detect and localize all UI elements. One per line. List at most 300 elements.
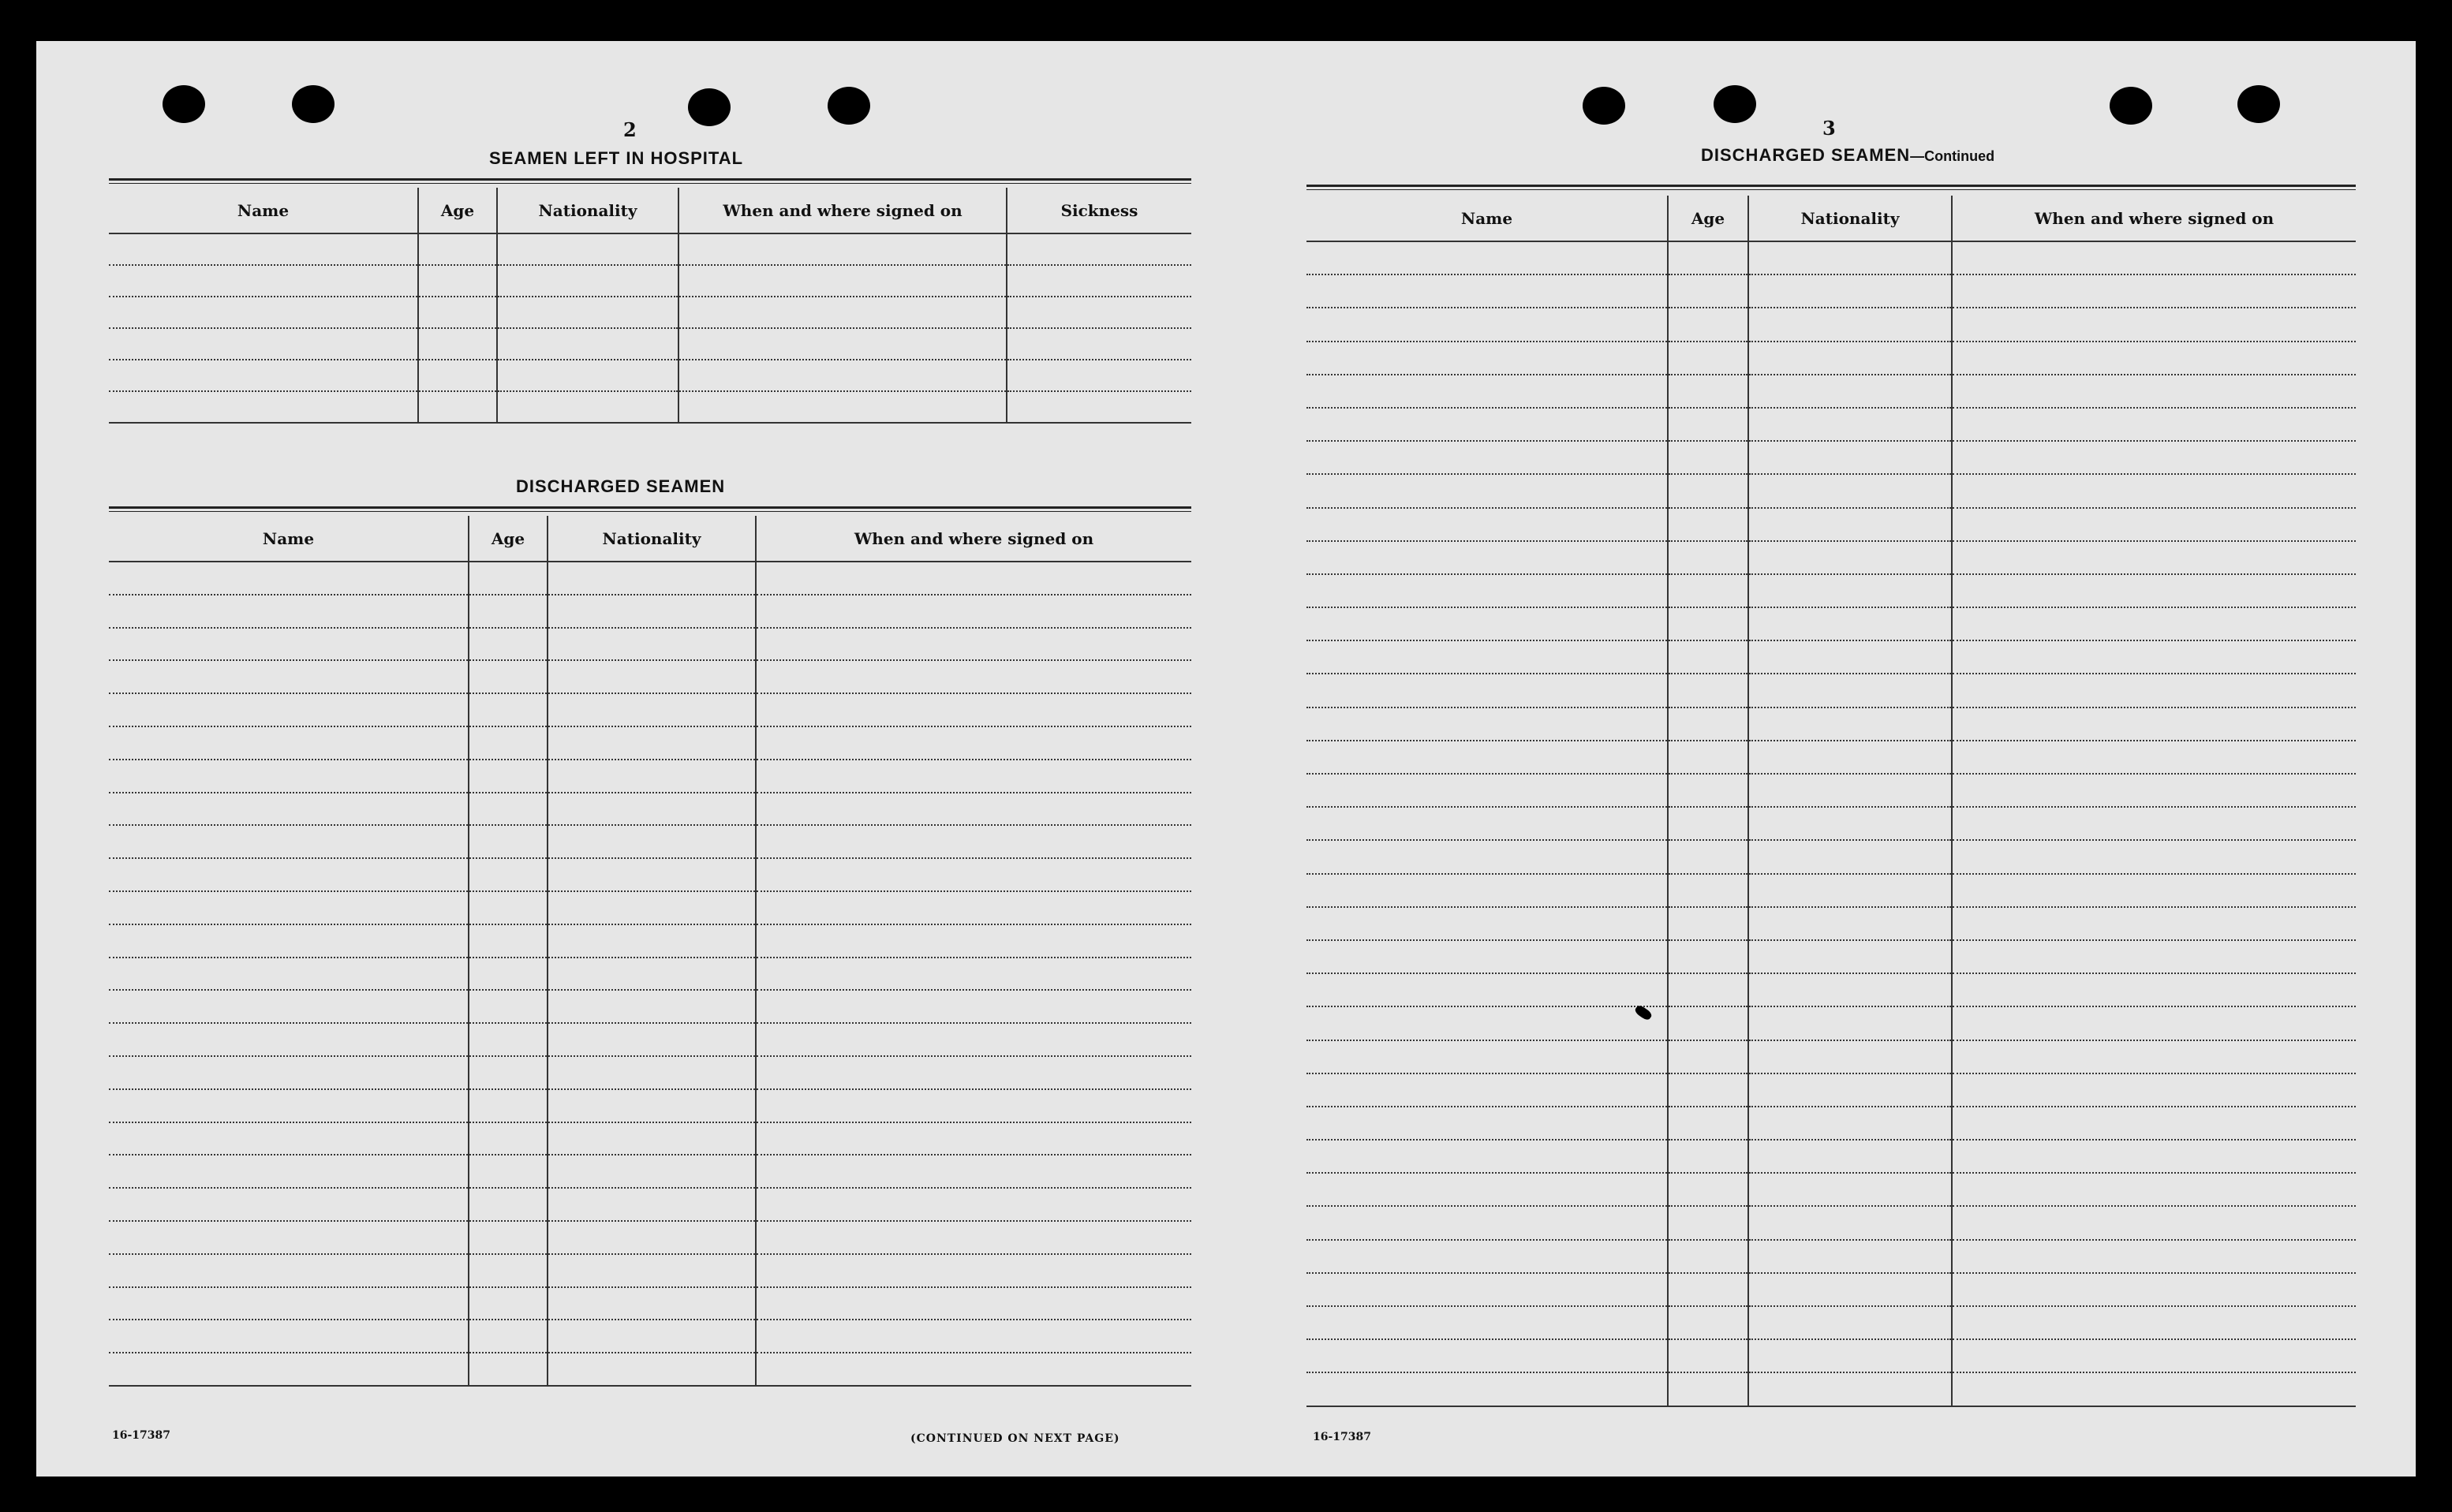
- section-rule: [109, 183, 1191, 184]
- blank-cell: [469, 1221, 548, 1254]
- blank-cell: [1748, 607, 1952, 640]
- blank-cell: [1952, 674, 2356, 707]
- column-header: Name: [1306, 196, 1668, 241]
- blank-cell: [1748, 1240, 1952, 1273]
- blank-cell: [109, 595, 469, 628]
- blank-cell: [418, 360, 497, 391]
- hospital-table: [109, 188, 1191, 424]
- blank-cell: [1668, 907, 1748, 940]
- table-row: [1306, 342, 2356, 375]
- blank-cell: [469, 1287, 548, 1320]
- blank-cell: [469, 1188, 548, 1221]
- blank-cell: [548, 858, 756, 891]
- table-row: [1306, 1073, 2356, 1107]
- blank-cell: [1952, 973, 2356, 1006]
- blank-cell: [548, 726, 756, 760]
- blank-cell: [1306, 741, 1668, 774]
- blank-cell: [1952, 441, 2356, 474]
- table-row: [1306, 807, 2356, 840]
- blank-cell: [1668, 1140, 1748, 1173]
- blank-cell: [1952, 840, 2356, 873]
- blank-cell: [109, 891, 469, 924]
- blank-cell: [1668, 973, 1748, 1006]
- blank-cell: [469, 562, 548, 595]
- blank-cell: [109, 1353, 469, 1386]
- blank-cell: [1748, 940, 1952, 973]
- blank-cell: [756, 1353, 1191, 1386]
- blank-cell: [548, 1089, 756, 1122]
- blank-cell: [1668, 408, 1748, 441]
- blank-cell: [1668, 375, 1748, 408]
- blank-cell: [1748, 1006, 1952, 1040]
- blank-cell: [1952, 1273, 2356, 1306]
- blank-cell: [1306, 1073, 1668, 1107]
- table-row: [1306, 1140, 2356, 1173]
- blank-cell: [1668, 607, 1748, 640]
- blank-cell: [109, 233, 418, 265]
- column-header: Name: [109, 516, 469, 562]
- blank-cell: [548, 595, 756, 628]
- blank-cell: [1007, 233, 1191, 265]
- blank-cell: [1306, 1206, 1668, 1239]
- blank-cell: [678, 360, 1007, 391]
- table-row: [109, 1089, 1191, 1122]
- blank-cell: [1952, 474, 2356, 507]
- table-row: [109, 297, 1191, 328]
- table-row: [1306, 674, 2356, 707]
- blank-cell: [756, 1188, 1191, 1221]
- blank-cell: [418, 297, 497, 328]
- blank-cell: [1306, 640, 1668, 674]
- blank-cell: [469, 693, 548, 726]
- blank-cell: [109, 628, 469, 661]
- blank-cell: [1952, 1140, 2356, 1173]
- blank-cell: [1748, 342, 1952, 375]
- section-rule: [109, 511, 1191, 512]
- blank-cell: [1668, 940, 1748, 973]
- blank-cell: [469, 990, 548, 1023]
- blank-cell: [1748, 973, 1952, 1006]
- blank-cell: [1748, 874, 1952, 907]
- blank-cell: [1748, 1372, 1952, 1406]
- blank-cell: [1668, 874, 1748, 907]
- section-rule: [1306, 189, 2356, 190]
- table-row: [109, 562, 1191, 595]
- blank-cell: [548, 1221, 756, 1254]
- blank-cell: [1306, 840, 1668, 873]
- blank-cell: [109, 924, 469, 958]
- blank-cell: [756, 660, 1191, 693]
- blank-cell: [1668, 508, 1748, 541]
- table-row: [109, 1254, 1191, 1287]
- blank-cell: [1952, 1240, 2356, 1273]
- table-row: [1306, 607, 2356, 640]
- blank-cell: [548, 1122, 756, 1155]
- blank-cell: [756, 1056, 1191, 1089]
- table-row: [109, 1023, 1191, 1056]
- blank-cell: [469, 825, 548, 858]
- blank-cell: [1748, 674, 1952, 707]
- document-sheet: [36, 41, 2416, 1477]
- blank-cell: [469, 1023, 548, 1056]
- blank-cell: [1748, 707, 1952, 741]
- blank-cell: [1306, 241, 1668, 274]
- blank-cell: [756, 760, 1191, 793]
- continued-table: [1306, 196, 2356, 1407]
- blank-cell: [756, 1221, 1191, 1254]
- blank-cell: [469, 760, 548, 793]
- blank-cell: [109, 760, 469, 793]
- blank-cell: [1952, 1073, 2356, 1107]
- blank-cell: [469, 1320, 548, 1353]
- blank-cell: [1748, 1107, 1952, 1140]
- blank-cell: [1952, 607, 2356, 640]
- blank-cell: [1748, 474, 1952, 507]
- blank-cell: [109, 958, 469, 991]
- blank-cell: [1306, 940, 1668, 973]
- blank-cell: [1306, 508, 1668, 541]
- table-row: [1306, 907, 2356, 940]
- blank-cell: [548, 825, 756, 858]
- blank-cell: [1306, 674, 1668, 707]
- form-number: 16-17387: [1313, 1431, 1371, 1443]
- right-page: [1220, 41, 2416, 1477]
- blank-cell: [1952, 1339, 2356, 1372]
- blank-cell: [756, 1254, 1191, 1287]
- table-row: [109, 391, 1191, 423]
- blank-cell: [1952, 774, 2356, 807]
- table-row: [1306, 707, 2356, 741]
- blank-cell: [109, 660, 469, 693]
- section-rule: [1306, 185, 2356, 187]
- blank-cell: [1306, 342, 1668, 375]
- table-row: [1306, 1006, 2356, 1040]
- blank-cell: [469, 891, 548, 924]
- blank-cell: [756, 1155, 1191, 1188]
- blank-cell: [756, 595, 1191, 628]
- column-header: When and where signed on: [1952, 196, 2356, 241]
- blank-cell: [1668, 574, 1748, 607]
- blank-cell: [1306, 907, 1668, 940]
- blank-cell: [497, 328, 678, 360]
- table-row: [1306, 274, 2356, 308]
- blank-cell: [109, 990, 469, 1023]
- blank-cell: [1668, 707, 1748, 741]
- blank-cell: [1306, 541, 1668, 574]
- blank-cell: [109, 1155, 469, 1188]
- blank-cell: [1668, 1240, 1748, 1273]
- table-row: [109, 628, 1191, 661]
- left-page: [36, 41, 1220, 1477]
- blank-cell: [469, 628, 548, 661]
- blank-cell: [1668, 674, 1748, 707]
- blank-cell: [678, 233, 1007, 265]
- table-row: [109, 1122, 1191, 1155]
- blank-cell: [548, 1155, 756, 1188]
- blank-cell: [1306, 474, 1668, 507]
- table-row: [1306, 1206, 2356, 1239]
- blank-cell: [548, 1320, 756, 1353]
- blank-cell: [109, 1122, 469, 1155]
- blank-cell: [1306, 607, 1668, 640]
- blank-cell: [756, 1089, 1191, 1122]
- blank-cell: [1952, 574, 2356, 607]
- blank-cell: [1668, 541, 1748, 574]
- blank-cell: [548, 660, 756, 693]
- blank-cell: [756, 1287, 1191, 1320]
- blank-cell: [109, 297, 418, 328]
- blank-cell: [548, 562, 756, 595]
- blank-cell: [1668, 1006, 1748, 1040]
- blank-cell: [1952, 640, 2356, 674]
- blank-cell: [756, 562, 1191, 595]
- blank-cell: [1748, 640, 1952, 674]
- table-row: [109, 1188, 1191, 1221]
- blank-cell: [1306, 1240, 1668, 1273]
- blank-cell: [1668, 1306, 1748, 1339]
- blank-cell: [1007, 328, 1191, 360]
- blank-cell: [1952, 1372, 2356, 1406]
- table-row: [109, 891, 1191, 924]
- blank-cell: [1748, 907, 1952, 940]
- blank-cell: [1748, 541, 1952, 574]
- blank-cell: [756, 1320, 1191, 1353]
- blank-cell: [1748, 1206, 1952, 1239]
- blank-cell: [548, 1056, 756, 1089]
- blank-cell: [756, 1122, 1191, 1155]
- blank-cell: [109, 1188, 469, 1221]
- table-row: [1306, 1040, 2356, 1073]
- blank-cell: [1668, 1339, 1748, 1372]
- table-row: [1306, 840, 2356, 873]
- table-row: [1306, 474, 2356, 507]
- table-row: [1306, 640, 2356, 674]
- blank-cell: [1748, 774, 1952, 807]
- column-header: Nationality: [548, 516, 756, 562]
- blank-cell: [469, 793, 548, 826]
- blank-cell: [1306, 1040, 1668, 1073]
- blank-cell: [1952, 241, 2356, 274]
- column-header: Name: [109, 188, 418, 233]
- blank-cell: [1668, 741, 1748, 774]
- blank-cell: [1007, 360, 1191, 391]
- blank-cell: [1306, 308, 1668, 341]
- table-row: [109, 760, 1191, 793]
- table-row: [1306, 508, 2356, 541]
- blank-cell: [1306, 1273, 1668, 1306]
- blank-cell: [1668, 1273, 1748, 1306]
- blank-cell: [109, 391, 418, 423]
- blank-cell: [1668, 241, 1748, 274]
- table-row: [109, 990, 1191, 1023]
- blank-cell: [1748, 741, 1952, 774]
- section-rule: [109, 178, 1191, 181]
- section-rule: [109, 506, 1191, 509]
- blank-cell: [1952, 342, 2356, 375]
- blank-cell: [1306, 1372, 1668, 1406]
- blank-cell: [109, 858, 469, 891]
- blank-cell: [418, 233, 497, 265]
- blank-cell: [1952, 508, 2356, 541]
- blank-cell: [756, 825, 1191, 858]
- page-number: 2: [623, 118, 637, 141]
- blank-cell: [1952, 274, 2356, 308]
- blank-cell: [548, 924, 756, 958]
- blank-cell: [756, 1023, 1191, 1056]
- column-header: Nationality: [497, 188, 678, 233]
- table-row: [109, 924, 1191, 958]
- blank-cell: [1668, 1206, 1748, 1239]
- blank-cell: [1748, 807, 1952, 840]
- blank-cell: [678, 265, 1007, 297]
- table-row: [1306, 940, 2356, 973]
- blank-cell: [1668, 840, 1748, 873]
- blank-cell: [756, 793, 1191, 826]
- blank-cell: [1952, 1006, 2356, 1040]
- blank-cell: [756, 628, 1191, 661]
- blank-cell: [1306, 441, 1668, 474]
- blank-cell: [109, 265, 418, 297]
- table-row: [1306, 375, 2356, 408]
- blank-cell: [1952, 707, 2356, 741]
- blank-cell: [1306, 574, 1668, 607]
- table-row: [1306, 973, 2356, 1006]
- blank-cell: [469, 958, 548, 991]
- blank-cell: [1306, 1339, 1668, 1372]
- blank-cell: [469, 858, 548, 891]
- blank-cell: [109, 1254, 469, 1287]
- table-row: [109, 858, 1191, 891]
- blank-cell: [1748, 1173, 1952, 1206]
- blank-cell: [109, 1221, 469, 1254]
- table-row: [109, 726, 1191, 760]
- blank-cell: [109, 562, 469, 595]
- blank-cell: [1748, 508, 1952, 541]
- table-row: [109, 360, 1191, 391]
- blank-cell: [418, 265, 497, 297]
- blank-cell: [756, 858, 1191, 891]
- blank-cell: [1668, 274, 1748, 308]
- table-row: [109, 825, 1191, 858]
- blank-cell: [109, 825, 469, 858]
- title-text: DISCHARGED SEAMEN: [1701, 145, 1911, 165]
- blank-cell: [1668, 1073, 1748, 1107]
- table-row: [109, 693, 1191, 726]
- table-row: [109, 595, 1191, 628]
- continued-section-title: [1701, 145, 1994, 166]
- table-row: [109, 1320, 1191, 1353]
- blank-cell: [1306, 807, 1668, 840]
- blank-cell: [548, 958, 756, 991]
- discharged-table: [109, 516, 1191, 1387]
- blank-cell: [1668, 342, 1748, 375]
- table-row: [109, 233, 1191, 265]
- blank-cell: [469, 726, 548, 760]
- blank-cell: [1952, 741, 2356, 774]
- table-row: [109, 1287, 1191, 1320]
- blank-cell: [109, 1056, 469, 1089]
- table-row: [1306, 574, 2356, 607]
- blank-cell: [109, 1089, 469, 1122]
- column-header: Age: [1668, 196, 1748, 241]
- blank-cell: [548, 760, 756, 793]
- blank-cell: [497, 391, 678, 423]
- continued-note: (CONTINUED ON NEXT PAGE): [910, 1432, 1120, 1445]
- table-row: [1306, 308, 2356, 341]
- blank-cell: [1306, 274, 1668, 308]
- blank-cell: [1668, 1040, 1748, 1073]
- blank-cell: [469, 595, 548, 628]
- blank-cell: [469, 924, 548, 958]
- blank-cell: [1306, 973, 1668, 1006]
- blank-cell: [469, 1254, 548, 1287]
- blank-cell: [1306, 375, 1668, 408]
- table-row: [1306, 408, 2356, 441]
- blank-cell: [1306, 1306, 1668, 1339]
- blank-cell: [1748, 241, 1952, 274]
- blank-cell: [1748, 840, 1952, 873]
- table-row: [1306, 741, 2356, 774]
- title-suffix: —Continued: [1910, 148, 1995, 164]
- blank-cell: [469, 660, 548, 693]
- blank-cell: [678, 328, 1007, 360]
- blank-cell: [109, 328, 418, 360]
- blank-cell: [1306, 408, 1668, 441]
- blank-cell: [548, 793, 756, 826]
- blank-cell: [756, 693, 1191, 726]
- blank-cell: [1306, 1140, 1668, 1173]
- table-row: [109, 1056, 1191, 1089]
- blank-cell: [1748, 1273, 1952, 1306]
- blank-cell: [548, 1287, 756, 1320]
- blank-cell: [1952, 1206, 2356, 1239]
- blank-cell: [548, 1254, 756, 1287]
- blank-cell: [1952, 1173, 2356, 1206]
- blank-cell: [1748, 274, 1952, 308]
- blank-cell: [1952, 1306, 2356, 1339]
- blank-cell: [678, 391, 1007, 423]
- table-row: [1306, 241, 2356, 274]
- page-number: 3: [1822, 117, 1836, 140]
- hospital-section-title: SEAMEN LEFT IN HOSPITAL: [489, 148, 744, 168]
- table-row: [1306, 1339, 2356, 1372]
- blank-cell: [548, 1023, 756, 1056]
- blank-cell: [1952, 940, 2356, 973]
- blank-cell: [1952, 408, 2356, 441]
- blank-cell: [1952, 541, 2356, 574]
- blank-cell: [1952, 807, 2356, 840]
- blank-cell: [1668, 441, 1748, 474]
- blank-cell: [497, 265, 678, 297]
- table-row: [109, 660, 1191, 693]
- blank-cell: [1748, 1306, 1952, 1339]
- table-row: [1306, 1107, 2356, 1140]
- blank-cell: [1748, 1040, 1952, 1073]
- blank-cell: [1668, 474, 1748, 507]
- blank-cell: [1748, 1339, 1952, 1372]
- column-header: When and where signed on: [756, 516, 1191, 562]
- blank-cell: [1007, 297, 1191, 328]
- blank-cell: [1668, 1372, 1748, 1406]
- table-row: [1306, 874, 2356, 907]
- table-row: [109, 958, 1191, 991]
- blank-cell: [497, 297, 678, 328]
- blank-cell: [497, 360, 678, 391]
- blank-cell: [756, 990, 1191, 1023]
- column-header: Sickness: [1007, 188, 1191, 233]
- blank-cell: [1306, 707, 1668, 741]
- blank-cell: [1748, 308, 1952, 341]
